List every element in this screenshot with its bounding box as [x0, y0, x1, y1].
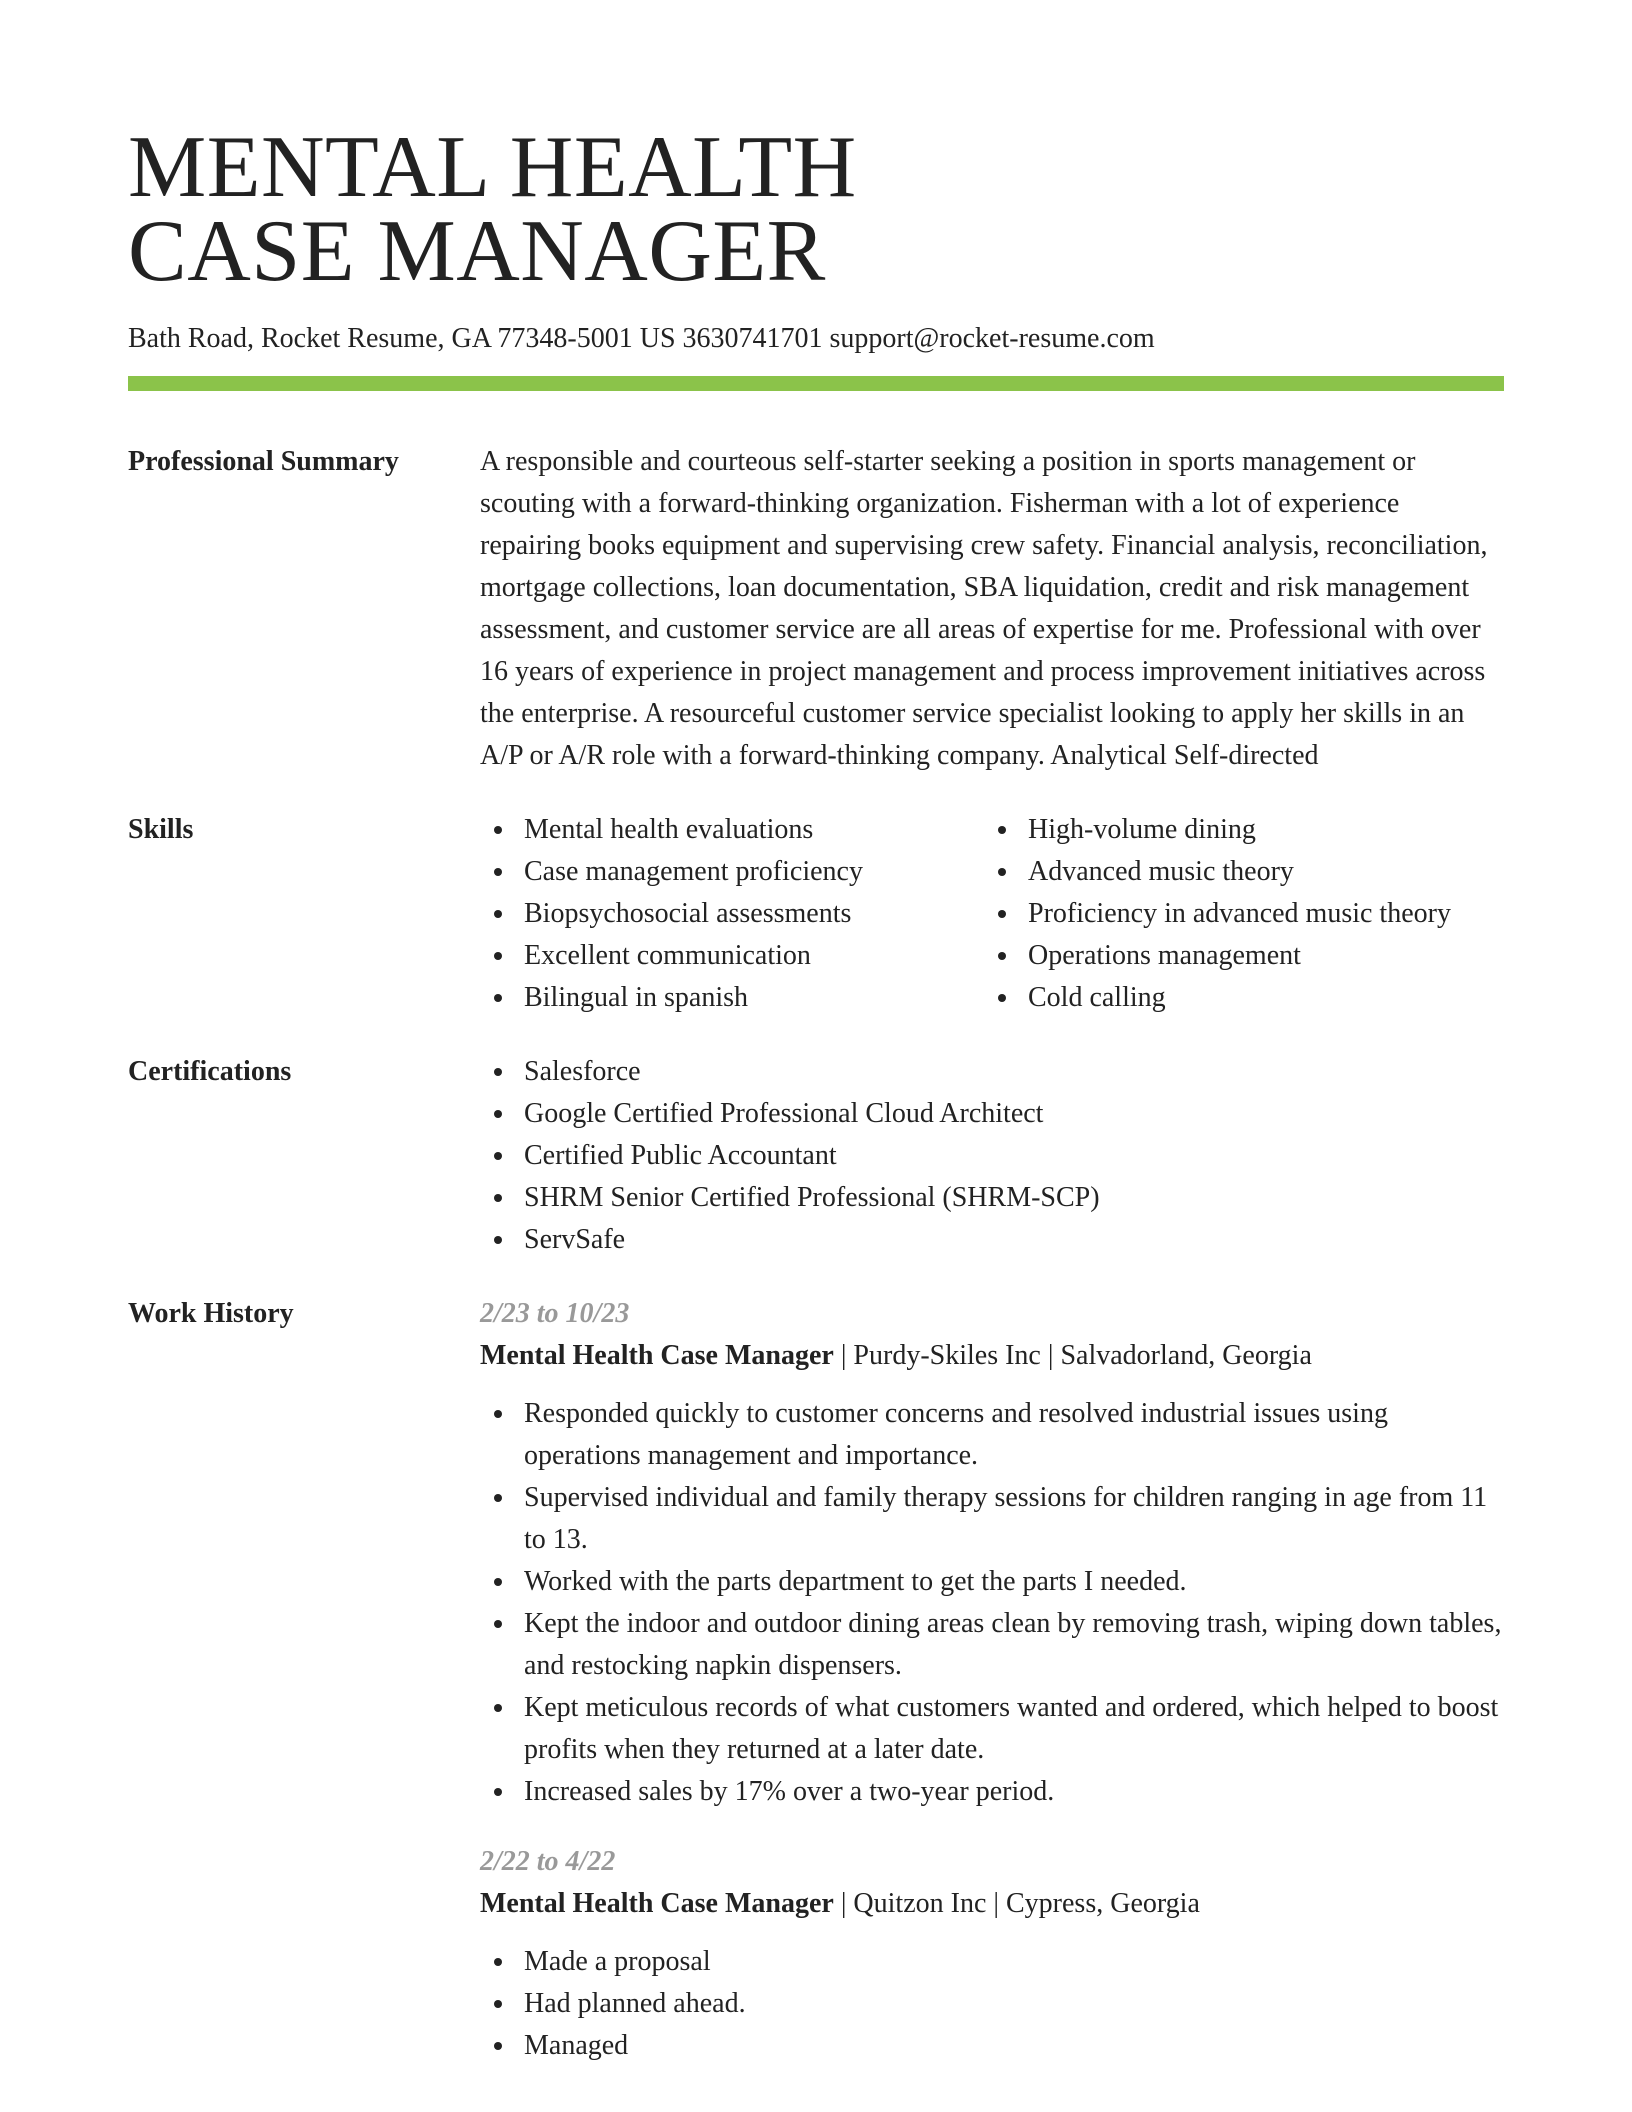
work-history-section [128, 1293, 1504, 2067]
skills-list-left [480, 809, 984, 1019]
skills-body [480, 809, 1504, 1019]
list-item: Case management proficiency [480, 851, 984, 893]
list-item: Supervised individual and family therapy sessions for children ranging in age from 11 to 13. [480, 1477, 1504, 1561]
skills-list-right [984, 809, 1488, 1019]
contact-line: Bath Road, Rocket Resume, GA 77348-5001 US 3630741701 support@rocket-resume.com [128, 323, 1155, 354]
list-item: Biopsychosocial assessments [480, 893, 984, 935]
list-item: Responded quickly to customer concerns and resolved industrial issues using operations management and importance. [480, 1393, 1504, 1477]
list-item: Advanced music theory [984, 851, 1488, 893]
title-line-1: MENTAL HEALTH [128, 119, 857, 216]
work-history-body [480, 1293, 1504, 2067]
list-item: Cold calling [984, 977, 1488, 1019]
list-item: Worked with the parts department to get the parts I needed. [480, 1561, 1504, 1603]
list-item: Made a proposal [480, 1941, 1504, 1983]
job-bullets [480, 1941, 1504, 2067]
list-item: Excellent communication [480, 935, 984, 977]
job-dates: 2/22 to 4/22 [480, 1846, 616, 1877]
list-item: Certified Public Accountant [480, 1135, 1504, 1177]
list-item: SHRM Senior Certified Professional (SHRM-SCP) [480, 1177, 1504, 1219]
skills-grid [480, 809, 1504, 1019]
title-line-2: CASE MANAGER [128, 203, 826, 300]
list-item: Mental health evaluations [480, 809, 984, 851]
list-item: Operations management [984, 935, 1488, 977]
summary-label: Professional Summary [128, 446, 399, 477]
job-heading [480, 1883, 1504, 1925]
certifications-list [480, 1051, 1504, 1261]
list-item: Google Certified Professional Cloud Architect [480, 1093, 1504, 1135]
job-title: Mental Health Case Manager [480, 1340, 834, 1371]
resume-page [128, 0, 1504, 2067]
summary-text: A responsible and courteous self-starter seeking a position in sports management or scouting with a forward-thinking organization. Fisherman with a lot of experience repairing books equipment and supervising crew safety. Financial analysis, reconciliation, mortgage collections, loan documentation, SBA liquidation, credit and risk management assessment, and customer service are all areas of expertise for me. Professional with over 16 years of experience in project management and process improvement initiatives across the enterprise. A resourceful customer service specialist looking to apply her skills in an A/P or A/R role with a forward-thinking company. Analytical Self-directed [480, 446, 1488, 771]
job-details: | Purdy-Skiles Inc | Salvadorland, Georgia [833, 1340, 1312, 1371]
job-heading [480, 1335, 1504, 1377]
job-details: | Quitzon Inc | Cypress, Georgia [833, 1888, 1200, 1919]
list-item: Had planned ahead. [480, 1983, 1504, 2025]
job-bullets [480, 1393, 1504, 1813]
list-item: ServSafe [480, 1219, 1504, 1261]
job-entry [480, 1293, 1504, 1813]
certifications-body [480, 1051, 1504, 1261]
list-item: Bilingual in spanish [480, 977, 984, 1019]
summary-section [128, 441, 1504, 777]
work-history-label: Work History [128, 1298, 294, 1329]
skills-label: Skills [128, 814, 194, 845]
job-entry [480, 1841, 1504, 2067]
list-item: High-volume dining [984, 809, 1488, 851]
certifications-label: Certifications [128, 1056, 292, 1087]
list-item: Managed [480, 2025, 1504, 2067]
resume-title [128, 0, 1504, 300]
list-item: Salesforce [480, 1051, 1504, 1093]
list-item: Kept the indoor and outdoor dining areas clean by removing trash, wiping down tables, and restocking napkin dispensers. [480, 1603, 1504, 1687]
accent-divider [128, 376, 1504, 391]
certifications-section [128, 1051, 1504, 1261]
list-item: Proficiency in advanced music theory [984, 893, 1488, 935]
job-title: Mental Health Case Manager [480, 1888, 834, 1919]
list-item: Kept meticulous records of what customers wanted and ordered, which helped to boost profits when they returned at a later date. [480, 1687, 1504, 1771]
list-item: Increased sales by 17% over a two-year period. [480, 1771, 1504, 1813]
skills-section [128, 809, 1504, 1019]
job-dates: 2/23 to 10/23 [480, 1298, 630, 1329]
